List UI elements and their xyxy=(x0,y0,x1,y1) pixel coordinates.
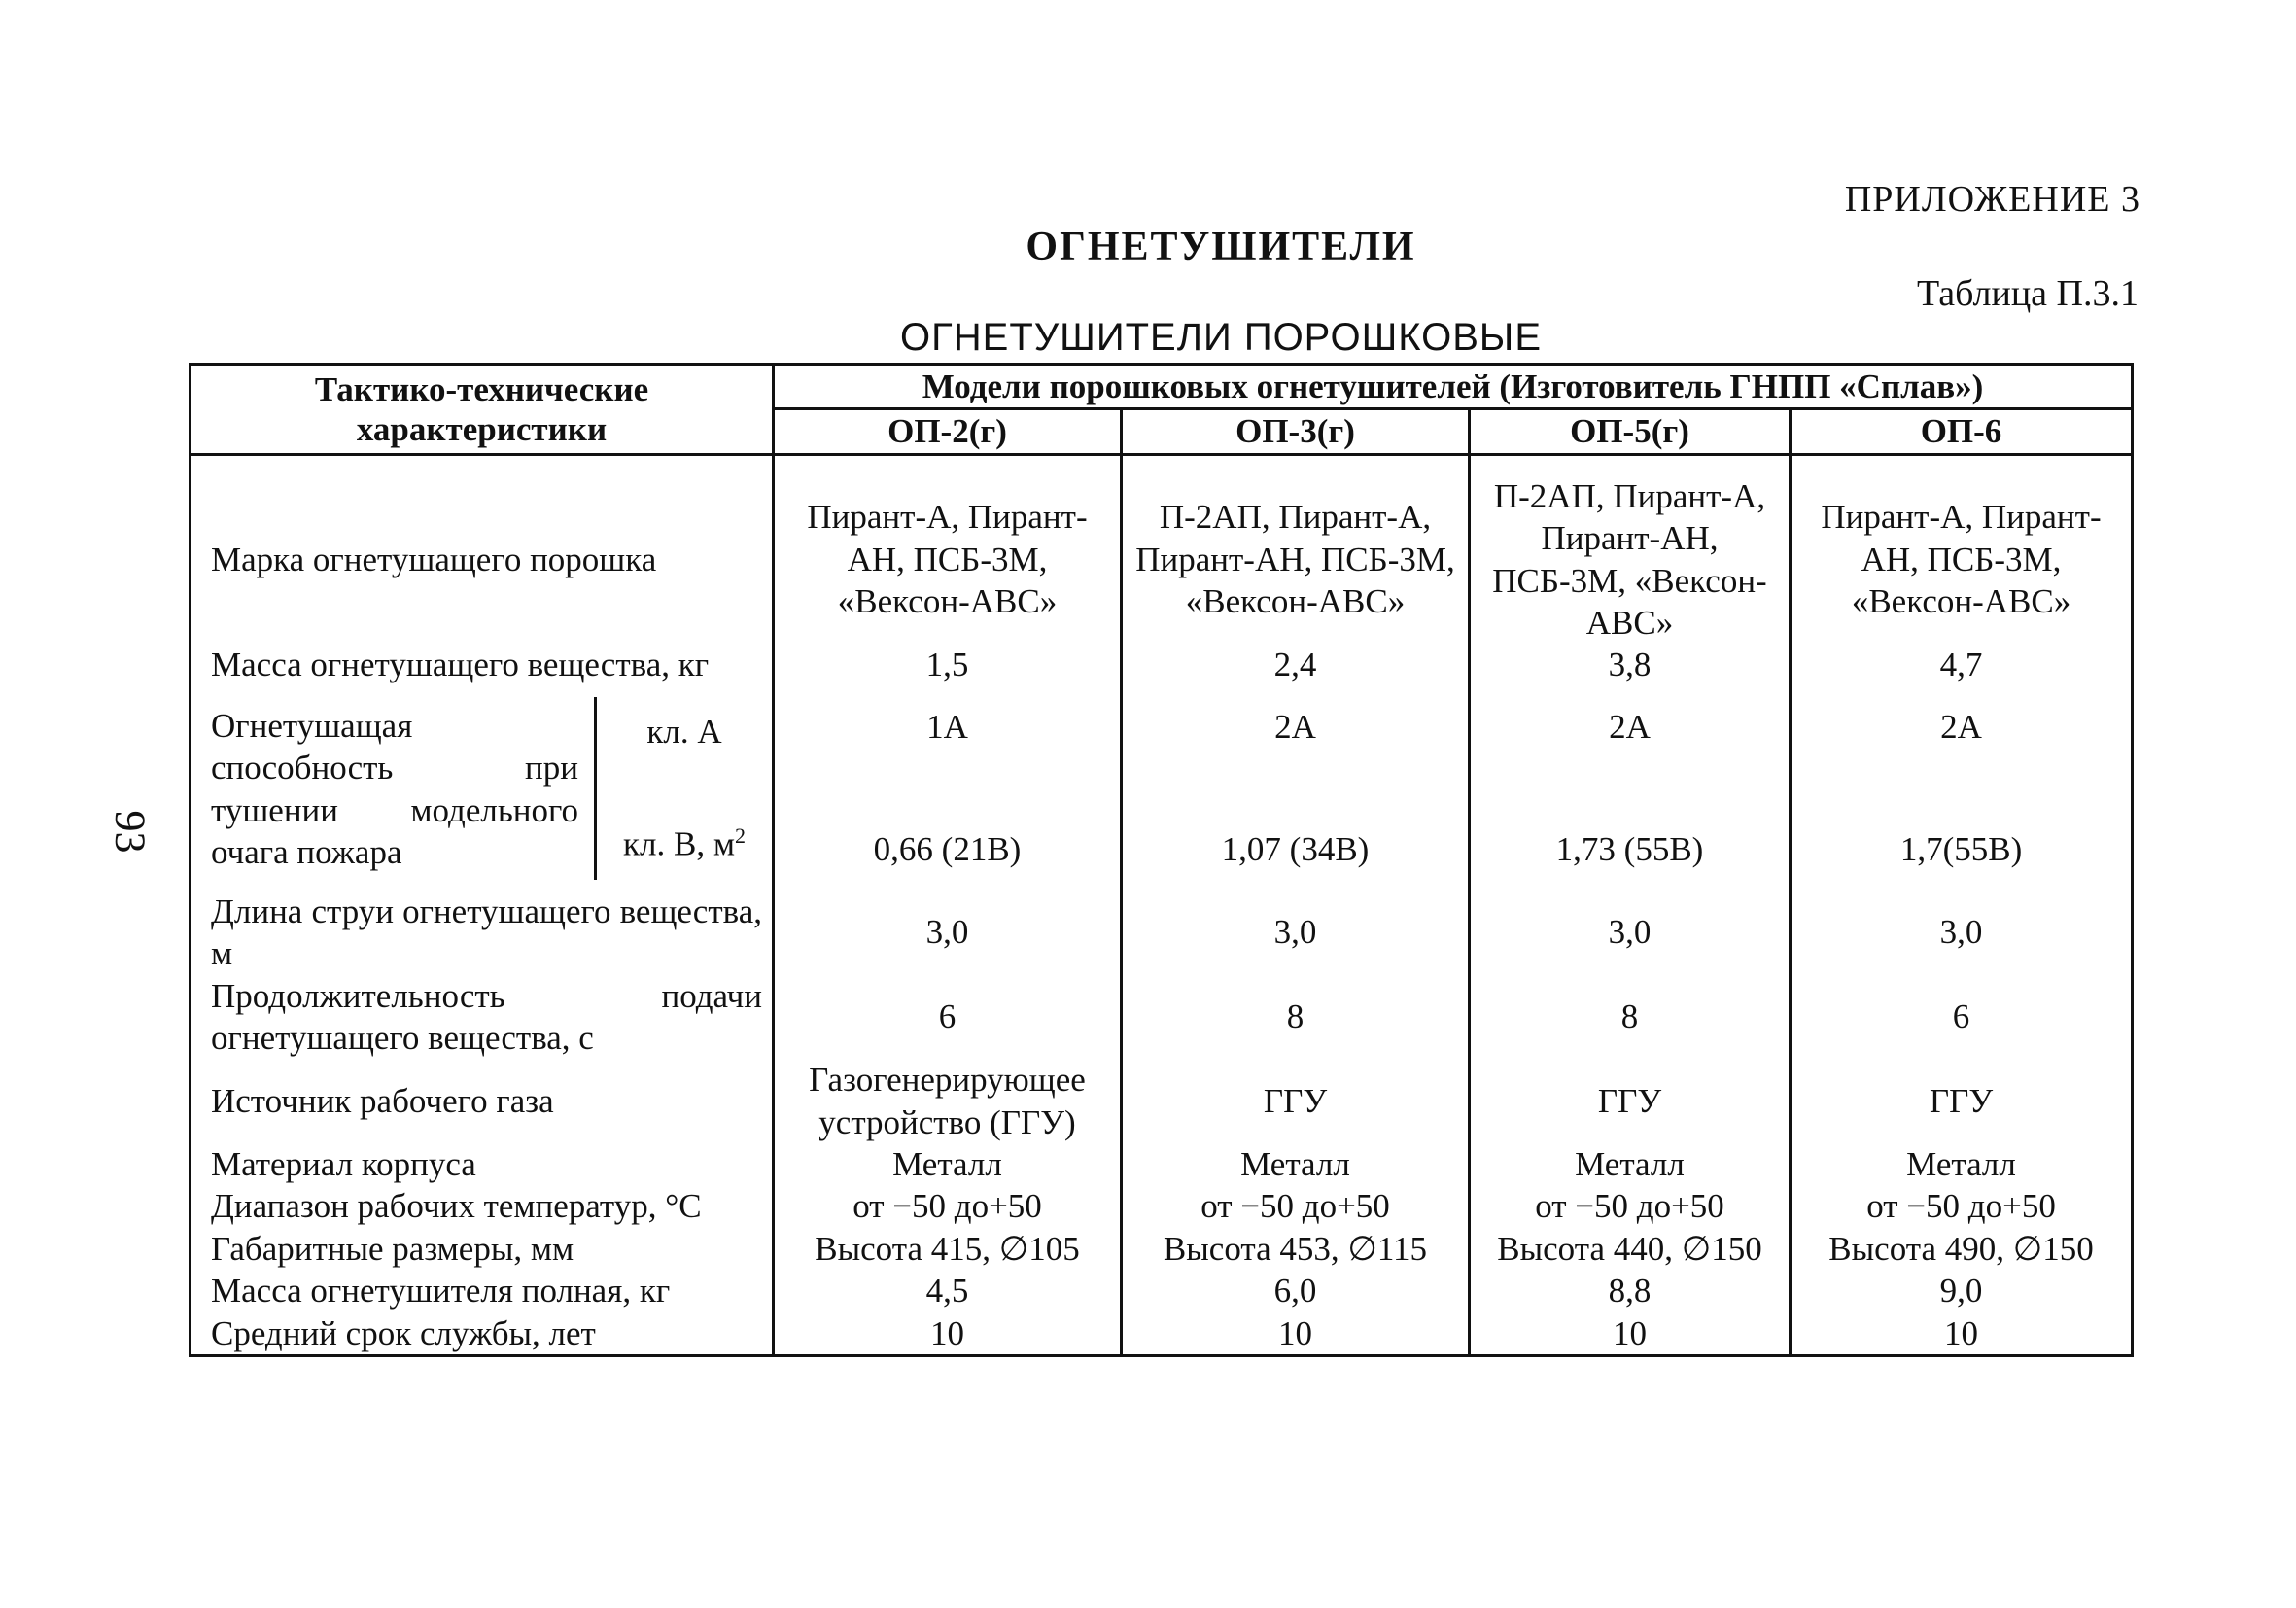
class-b-value: 0,66 (21В) xyxy=(873,830,1022,869)
extinguisher-spec-table xyxy=(189,363,2134,1357)
table-cell: Металл xyxy=(1122,1143,1470,1185)
table-row xyxy=(191,891,2133,975)
table-cell: П-2АП, Пирант-А, Пирант-АН, ПСБ-3М, «Вексон-АВС» xyxy=(1122,454,1470,644)
table-cell xyxy=(1122,686,1470,891)
table-cell: 3,0 xyxy=(1122,891,1470,975)
class-b-label: кл. В, $м^2$ xyxy=(623,823,746,864)
table-row xyxy=(191,1185,2133,1227)
table-caption: ОГНЕТУШИТЕЛИ ПОРОШКОВЫЕ xyxy=(900,316,1542,359)
model-header: ОП-5(г) xyxy=(1470,409,1791,454)
model-header: ОП-3(г) xyxy=(1122,409,1470,454)
table-cell: ГГУ xyxy=(1122,1059,1470,1143)
models-header: Модели порошковых огнетушителей (Изготовитель ГНПП «Сплав») xyxy=(774,365,2133,409)
table-cell: 4,7 xyxy=(1791,644,2133,685)
page-title: ОГНЕТУШИТЕЛИ xyxy=(1026,225,1416,269)
model-header: ОП-2(г) xyxy=(774,409,1122,454)
table-cell: Металл xyxy=(1791,1143,2133,1185)
table-row xyxy=(191,1228,2133,1270)
table-cell: 6 xyxy=(774,975,1122,1060)
table-row xyxy=(191,1143,2133,1185)
table-cell xyxy=(774,686,1122,891)
appendix-label: ПРИЛОЖЕНИЕ 3 xyxy=(1844,179,2140,220)
class-b-value: 1,07 (34В) xyxy=(1221,830,1370,869)
row-label: Продолжительность подачи огнетушащего вещества, с xyxy=(191,975,774,1060)
table-cell xyxy=(1470,686,1791,891)
table-cell: 10 xyxy=(1791,1312,2133,1356)
class-b-value: 1,73 (55В) xyxy=(1555,830,1704,869)
table-cell: Газогенерирующее устройство (ГГУ) xyxy=(774,1059,1122,1143)
row-label: Диапазон рабочих температур, °С xyxy=(191,1185,774,1227)
table-cell: Пирант-А, Пирант-АН, ПСБ-3М, «Вексон-АВС» xyxy=(774,454,1122,644)
table-cell: 10 xyxy=(1470,1312,1791,1356)
class-a-value: 2А xyxy=(1274,707,1316,746)
table-cell: от −50 до+50 xyxy=(1470,1185,1791,1227)
table-row xyxy=(191,975,2133,1060)
table-row xyxy=(191,1312,2133,1356)
table-cell: Высота 440, ∅150 xyxy=(1470,1228,1791,1270)
row-label: Масса огнетушащего вещества, кг xyxy=(191,644,774,685)
table-cell: 4,5 xyxy=(774,1270,1122,1311)
table-cell: 3,0 xyxy=(1470,891,1791,975)
table-row xyxy=(191,1059,2133,1143)
page-number: 93 xyxy=(106,810,155,854)
table-cell: 3,0 xyxy=(774,891,1122,975)
param-header: Тактико-технические характеристики xyxy=(191,365,774,455)
table-cell: 8 xyxy=(1122,975,1470,1060)
row-label: Материал корпуса xyxy=(191,1143,774,1185)
table-cell: 6,0 xyxy=(1122,1270,1470,1311)
table-cell: 2,4 xyxy=(1122,644,1470,685)
row-label: Длина струи огнетушащего вещества, м xyxy=(191,891,774,975)
table-row xyxy=(191,686,2133,891)
table-cell: Металл xyxy=(1470,1143,1791,1185)
table-row xyxy=(191,1270,2133,1311)
table-cell xyxy=(1791,686,2133,891)
row-label: Источник рабочего газа xyxy=(191,1059,774,1143)
table-cell: Высота 415, ∅105 xyxy=(774,1228,1122,1270)
table-cell: Пирант-А, Пирант-АН, ПСБ-3М, «Вексон-АВС» xyxy=(1791,454,2133,644)
table-cell: 8 xyxy=(1470,975,1791,1060)
row-label: Габаритные размеры, мм xyxy=(191,1228,774,1270)
row-label: Огнетушащая способность при тушении модельного очага пожара xyxy=(211,697,597,880)
capacity-label-cell xyxy=(191,686,774,891)
table-cell: от −50 до+50 xyxy=(774,1185,1122,1227)
table-cell: 10 xyxy=(1122,1312,1470,1356)
table-cell: 3,8 xyxy=(1470,644,1791,685)
table-cell: 3,0 xyxy=(1791,891,2133,975)
table-cell: 6 xyxy=(1791,975,2133,1060)
class-a-value: 1А xyxy=(926,707,968,746)
table-cell: П-2АП, Пирант-А, Пирант-АН, ПСБ-3М, «Вексон-АВС» xyxy=(1470,454,1791,644)
model-header: ОП-6 xyxy=(1791,409,2133,454)
table-number: Таблица П.3.1 xyxy=(1917,273,2139,314)
table-cell: от −50 до+50 xyxy=(1122,1185,1470,1227)
table-cell: от −50 до+50 xyxy=(1791,1185,2133,1227)
table-row xyxy=(191,454,2133,644)
table-row xyxy=(191,644,2133,685)
class-a-value: 2А xyxy=(1609,707,1651,746)
row-label: Масса огнетушителя полная, кг xyxy=(191,1270,774,1311)
table-cell: 10 xyxy=(774,1312,1122,1356)
class-b-value: 1,7(55В) xyxy=(1899,830,2023,869)
table-cell: 8,8 xyxy=(1470,1270,1791,1311)
table-cell: 1,5 xyxy=(774,644,1122,685)
table-cell: ГГУ xyxy=(1791,1059,2133,1143)
row-label: Средний срок службы, лет xyxy=(191,1312,774,1356)
table-cell: Высота 490, ∅150 xyxy=(1791,1228,2133,1270)
table-cell: Высота 453, ∅115 xyxy=(1122,1228,1470,1270)
class-a-value: 2А xyxy=(1940,707,1982,746)
table-cell: 9,0 xyxy=(1791,1270,2133,1311)
table-cell: Металл xyxy=(774,1143,1122,1185)
row-label: Марка огнетушащего порошка xyxy=(191,454,774,644)
class-a-label: кл. А xyxy=(646,712,722,751)
table-cell: ГГУ xyxy=(1470,1059,1791,1143)
